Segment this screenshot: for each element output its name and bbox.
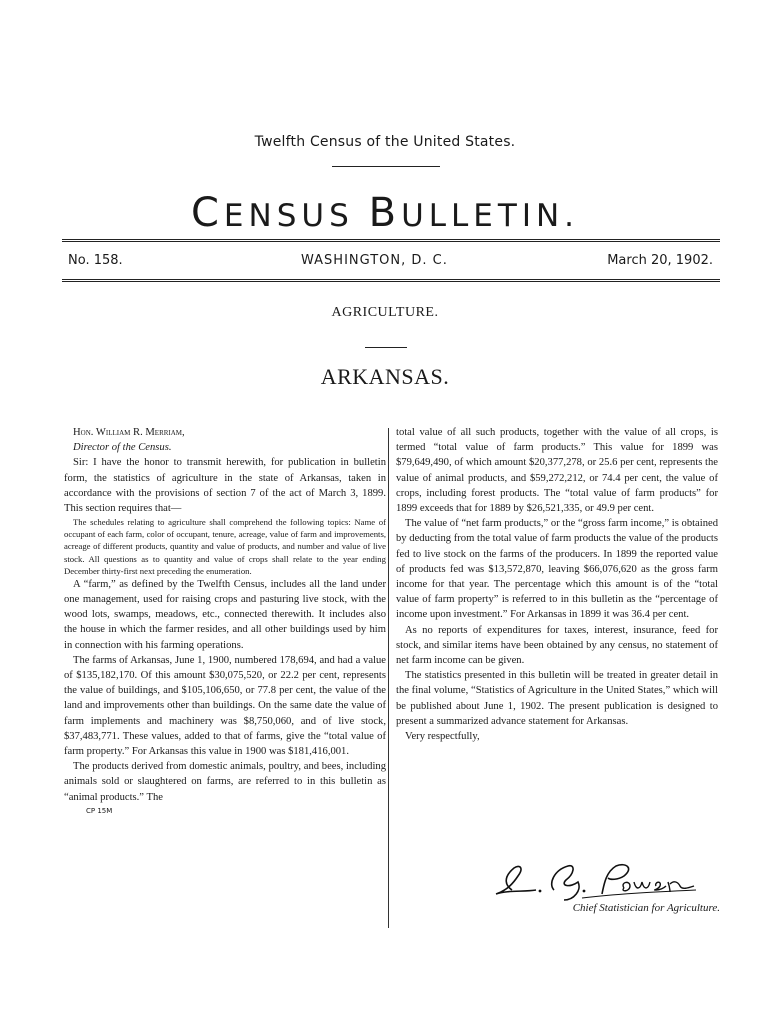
- issue-place: WASHINGTON, D. C.: [301, 253, 448, 268]
- issue-date: March 20, 1902.: [607, 253, 713, 268]
- farm-value-paragraph: The farms of Arkansas, June 1, 1900, numbered 178,694, and had a value of $135,182,170. Of this amount $30,075,520, or 22.2 per cent, represents the value of buildings, and $105,106,650, or 77.8 per cent, the value of the land and improvements other than buildings. On the same date the value of farm implements and machinery was $8,750,060, and of live stock, $37,483,771. These values, added to that of farms, give the “total value of farm property.” For Arkansas this value in 1900 was $181,416,001.: [64, 654, 386, 757]
- final-volume-paragraph: The statistics presented in this bulletin will be treated in greater detail in the final volume, “Statistics of Agriculture in the United States,” which will be published about June 1, 1902. The present publication is designed to present a summarized advance statement for Arkansas.: [396, 670, 718, 727]
- column-divider: [388, 428, 389, 928]
- masthead-bottom-rule: [62, 279, 720, 282]
- statute-quote: The schedules relating to agriculture shall comprehend the following topics: Name of occupant of each farm, color of occupant, tenure, acreage, value of farm and improvements, acreage of different products, quantity and value of products, and number and value of live stock. All questions as to quantity and value of crops shall relate to the year ending December thirty-first next preceding the enumeration.: [64, 517, 386, 576]
- addressee-title: Director of the Census.: [73, 442, 172, 454]
- state-heading: ARKANSAS.: [320, 364, 450, 389]
- signature-title: Chief Statistician for Agriculture.: [572, 902, 720, 914]
- census-line: Twelfth Census of the United States.: [254, 134, 516, 150]
- addressee: Hon. William R. Merriam,: [73, 427, 185, 438]
- masthead-title: [0, 190, 770, 236]
- farm-definition-paragraph: A “farm,” as defined by the Twelfth Census, includes all the land under one management, used for raising crops and pasturing live stock, with the wood lots, swamps, meadows, etc., connected therewith. It includes also the house in which the farmer resides, and all other buildings used by him in connection with his farming operations.: [64, 578, 386, 651]
- topic-short-rule: [365, 347, 407, 348]
- masthead-word-ensus: ENSUS: [223, 198, 354, 234]
- left-column: [64, 425, 386, 816]
- print-code: CP 15M: [86, 806, 113, 815]
- issue-number: No. 158.: [68, 253, 123, 268]
- masthead-top-rule: [62, 239, 720, 242]
- topic-heading: AGRICULTURE.: [331, 305, 439, 320]
- handwritten-signature: [484, 860, 714, 905]
- products-paragraph-continued: total value of all such products, together with the value of all crops, is termed “total value of farm products.” This value for 1899 was $79,649,490, of which amount $20,377,278, or 25.6 per cent, represents the value of animal products, and $59,272,212, or 74.4 per cent, the value of crops, including forest products. The “total value of farm products” for 1899 exceeds that for 1889 by $26,521,335, or 49.9 per cent.: [396, 427, 718, 515]
- expenditures-paragraph: As no reports of expenditures for taxes, interest, insurance, feed for stock, and similar items have been obtained by any census, no statement of net farm income can be given.: [396, 624, 718, 667]
- intro-paragraph: Sir: I have the honor to transmit herewith, for publication in bulletin form, the statistics of agriculture in the state of Arkansas, taken in accordance with the provisions of section 7 of the act of March 3, 1899. This section requires that—: [64, 457, 386, 515]
- products-paragraph-start: The products derived from domestic animals, poultry, and bees, including animals sold or slaughtered on farms, are referred to in this bulletin as “animal products.” The: [64, 761, 386, 803]
- masthead-word-ulletin: ULLETIN.: [401, 198, 580, 234]
- closing-salutation: Very respectfully,: [405, 731, 480, 743]
- net-products-paragraph: The value of “net farm products,” or the “gross farm income,” is obtained by deducting from the total value of farm products the value of the products fed to live stock on the farms of the producers. In 1899 the reported value of products fed was $13,572,870, leaving $66,076,620 as the gross farm income for that year. The percentage which this amount is of the “total value of farm property” is referred to in this bulletin as the “percentage of income upon investment.” For Arkansas in 1899 it was 36.4 per cent.: [396, 518, 718, 621]
- masthead-initial-b: B: [368, 190, 402, 236]
- masthead-initial-c: C: [190, 190, 224, 236]
- header-short-rule: [332, 166, 440, 167]
- right-column: [396, 425, 718, 744]
